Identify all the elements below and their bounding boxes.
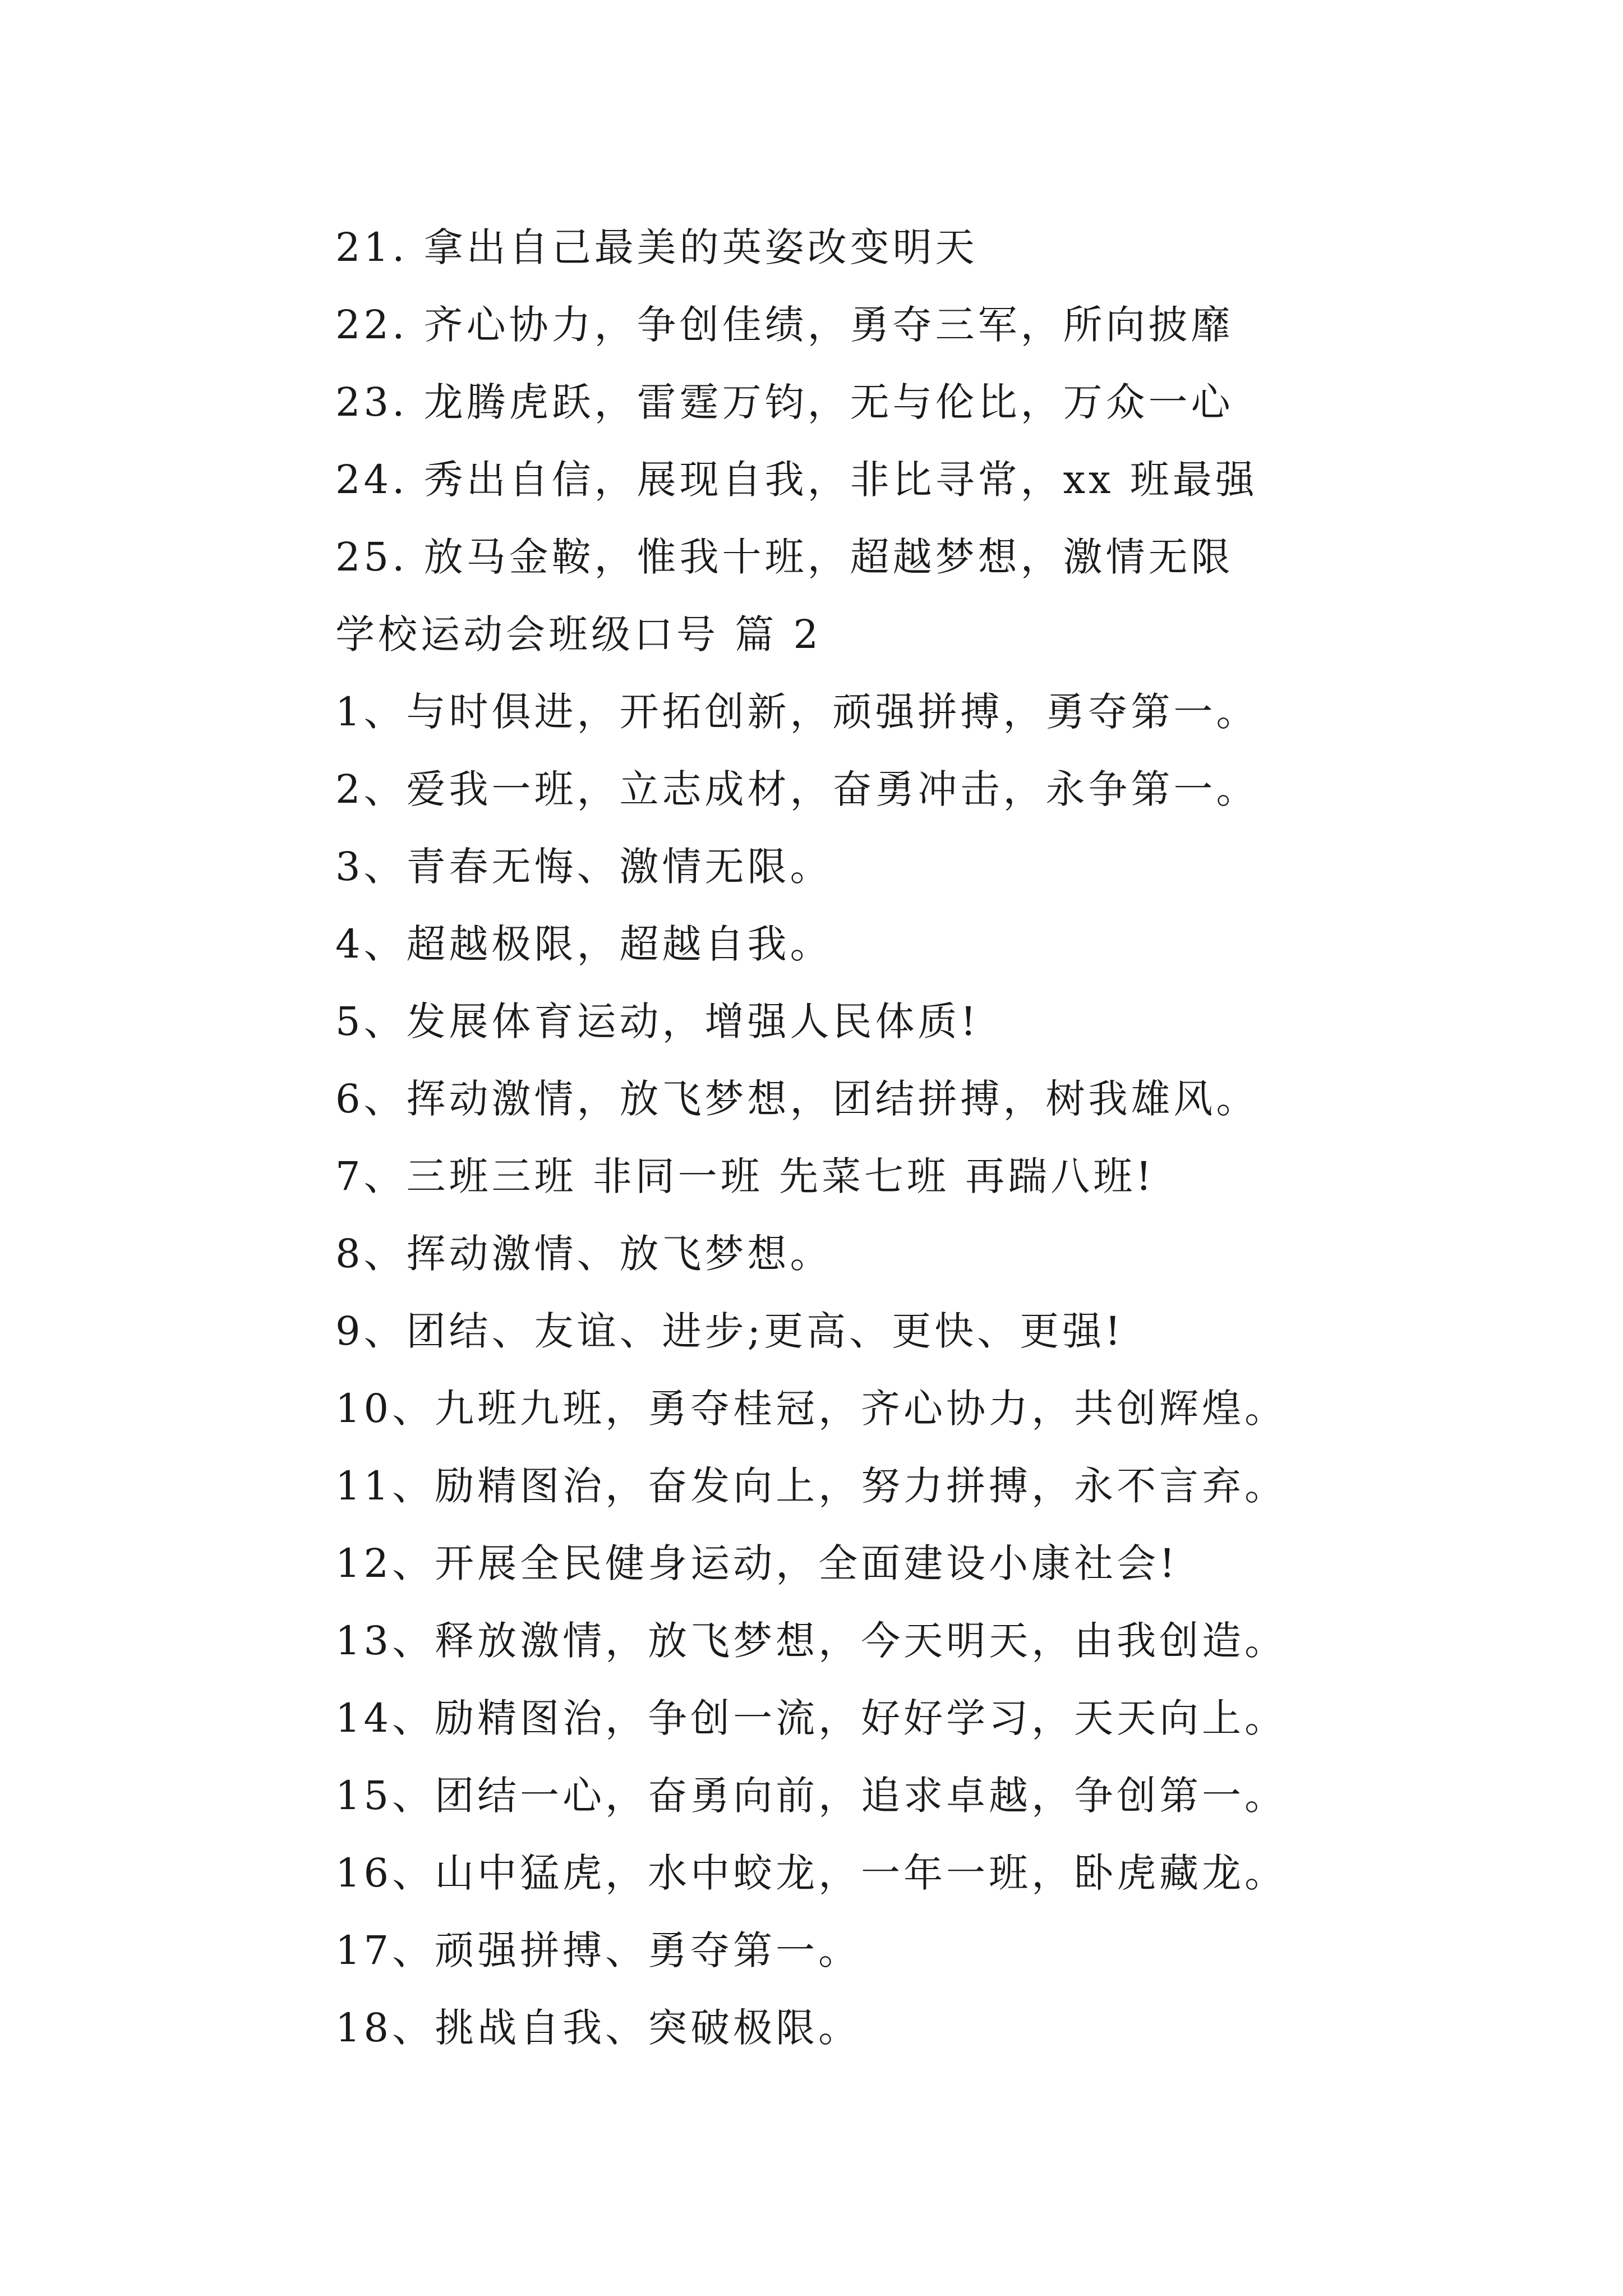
slogan-line: 7、三班三班 非同一班 先菜七班 再踹八班! (335, 1153, 1155, 1199)
section-title: 学校运动会班级口号 篇 2 (335, 611, 822, 657)
slogan-line: 24. 秀出自信，展现自我，非比寻常，xx 班最强 (335, 457, 1258, 503)
slogan-line: 10、九班九班，勇夺桂冠，齐心协力，共创辉煌。 (335, 1386, 1288, 1432)
slogan-line: 18、挑战自我、突破极限。 (335, 2005, 861, 2051)
slogan-line: 2、爱我一班，立志成材，奋勇冲击，永争第一。 (335, 766, 1259, 812)
slogan-line: 1、与时俱进，开拓创新，顽强拼搏，勇夺第一。 (335, 689, 1259, 735)
slogan-line: 16、山中猛虎，水中蛟龙，一年一班，卧虎藏龙。 (335, 1850, 1288, 1896)
slogan-line: 15、团结一心，奋勇向前，追求卓越，争创第一。 (335, 1773, 1288, 1819)
slogan-line: 23. 龙腾虎跃，雷霆万钧，无与伦比，万众一心 (335, 379, 1234, 425)
document-body (335, 209, 1569, 2067)
slogan-line: 6、挥动激情，放飞梦想，团结拼搏，树我雄风。 (335, 1076, 1259, 1122)
slogan-line: 8、挥动激情、放飞梦想。 (335, 1231, 833, 1277)
slogan-line: 3、青春无悔、激情无限。 (335, 844, 833, 890)
slogan-line: 22. 齐心协力，争创佳绩，勇夺三军，所向披靡 (335, 302, 1234, 348)
slogan-line: 9、团结、友谊、进步;更高、更快、更强! (335, 1308, 1124, 1354)
slogan-line: 13、释放激情，放飞梦想，今天明天，由我创造。 (335, 1618, 1288, 1664)
slogan-line: 14、励精图治，争创一流，好好学习，天天向上。 (335, 1695, 1288, 1741)
slogan-line: 11、励精图治，奋发向上，努力拼搏，永不言弃。 (335, 1463, 1288, 1509)
slogan-line: 25. 放马金鞍，惟我十班，超越梦想，激情无限 (335, 534, 1234, 580)
slogan-line: 12、开展全民健身运动，全面建设小康社会! (335, 1540, 1179, 1586)
slogan-line: 17、顽强拼搏、勇夺第一。 (335, 1927, 861, 1973)
slogan-line: 21. 拿出自己最美的英姿改变明天 (335, 224, 978, 270)
slogan-line: 4、超越极限，超越自我。 (335, 921, 833, 967)
slogan-line: 5、发展体育运动，增强人民体质! (335, 999, 980, 1045)
